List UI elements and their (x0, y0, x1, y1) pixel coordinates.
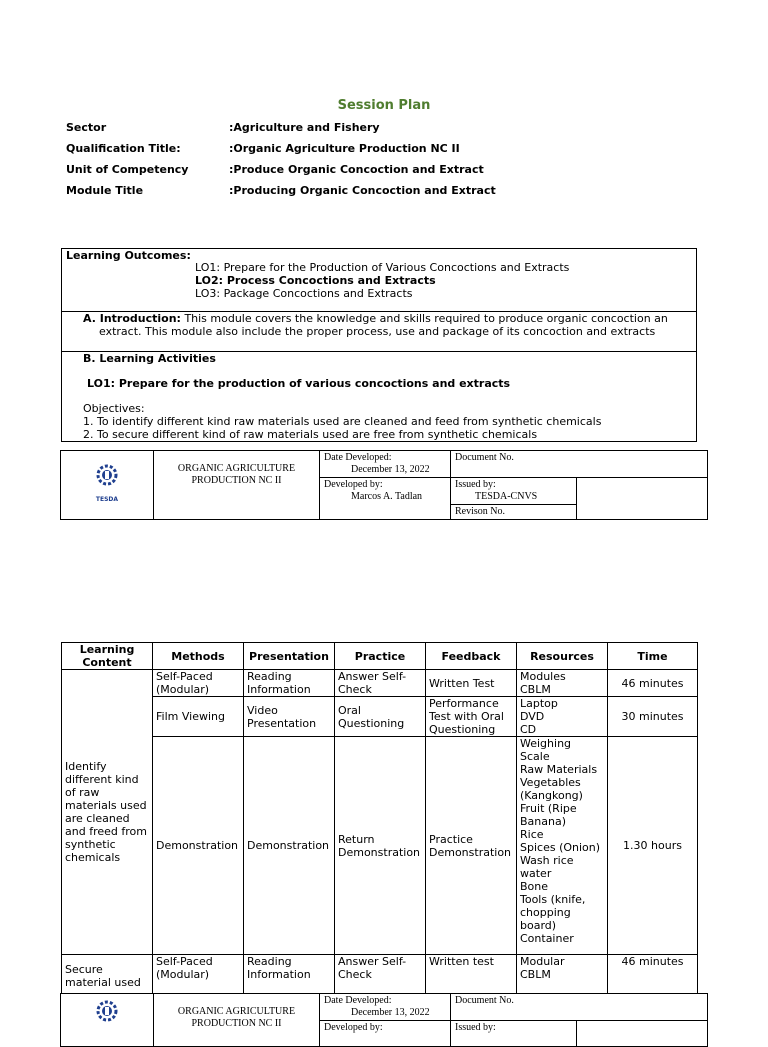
footer-date-label: Date Developed: (324, 452, 392, 463)
col-methods: Methods (153, 643, 244, 670)
time-cell: 46 minutes (608, 955, 698, 997)
time-cell: 46 minutes (608, 670, 698, 697)
resource-item: CBLM (520, 968, 551, 981)
objectives-label: Objectives: (83, 402, 145, 415)
col-practice: Practice (335, 643, 426, 670)
page-footer-2 (60, 993, 707, 1047)
learning-outcomes-box (61, 248, 697, 312)
footer-issued-value: TESDA-CNVS (475, 491, 538, 502)
unit-label: Unit of Competency (66, 163, 189, 176)
page-footer (60, 450, 707, 520)
outcome-lo1: LO1: Prepare for the Production of Various Concoctions and Extracts (195, 261, 570, 274)
module-value: :Producing Organic Concoction and Extract (229, 184, 496, 197)
tesda-logo-text: TESDA (95, 496, 119, 503)
presentation-cell: Reading Information (244, 955, 335, 997)
footer-issued-cell-2: Issued by: (451, 1021, 577, 1047)
objective-item-1: 1. To identify different kind raw materials used are cleaned and feed from synthetic chemicals (83, 415, 602, 428)
footer-qualification-line2: PRODUCTION NC II (191, 1018, 282, 1029)
presentation-cell: Reading Information (244, 670, 335, 697)
lo1-heading: LO1: Prepare for the production of various concoctions and extracts (87, 377, 511, 390)
time-cell: 1.30 hours (608, 737, 698, 955)
method-cell: Film Viewing (153, 697, 244, 737)
resource-item: Raw Materials (520, 763, 598, 776)
tesda-logo-2 (61, 994, 154, 1047)
learning-activities-box (61, 351, 697, 442)
resource-item: Laptop (520, 697, 558, 710)
introduction-box (61, 311, 697, 352)
practice-cell: Oral Questioning (335, 697, 426, 737)
resource-item: CD (520, 723, 537, 736)
resource-item: Modules (520, 670, 566, 683)
feedback-cell: Written test (426, 955, 517, 997)
module-label: Module Title (66, 184, 144, 197)
resource-item: Weighing Scale (520, 737, 572, 763)
table-row (62, 737, 698, 955)
introduction-text1: This module covers the knowledge and skills required to produce organic concoction an (184, 312, 668, 325)
footer-date-value: December 13, 2022 (351, 464, 430, 475)
outcome-lo2: LO2: Process Concoctions and Extracts (195, 274, 436, 287)
learning-outcomes-heading: Learning Outcomes: (66, 249, 191, 262)
learning-activities-heading: B. Learning Activities (83, 352, 216, 365)
practice-cell: Answer Self-Check (335, 670, 426, 697)
practice-cell: Return Demonstration (335, 737, 426, 955)
footer-blank-cell-2 (577, 1021, 708, 1047)
resources-cell (517, 955, 608, 997)
footer-date-cell (320, 451, 451, 478)
footer-developer-value: Marcos A. Tadlan (351, 491, 423, 502)
footer-issued-cell (451, 478, 577, 505)
resource-item: CBLM (520, 683, 551, 696)
footer-developer-cell-2: Developed by: (320, 1021, 451, 1047)
page-title: Session Plan (337, 98, 431, 113)
table-header-row (62, 643, 698, 670)
resource-item: Fruit (Ripe Banana) (520, 802, 577, 828)
table-row (62, 697, 698, 737)
feedback-cell: Practice Demonstration (426, 737, 517, 955)
footer-revision: Revison No. (451, 505, 577, 520)
sector-value: :Agriculture and Fishery (229, 121, 380, 134)
footer-blank-cell (577, 478, 708, 520)
introduction-line2: extract. This module also include the proper process, use and package of its concoction and extracts (99, 325, 656, 338)
time-cell: 30 minutes (608, 697, 698, 737)
footer-qualification (154, 451, 320, 520)
introduction-line1 (83, 312, 683, 325)
resource-item: Bone (520, 880, 549, 893)
sector-label: Sector (66, 121, 107, 134)
tesda-gear-icon (92, 464, 122, 490)
outcome-lo3: LO3: Package Concoctions and Extracts (195, 287, 413, 300)
qualification-value: :Organic Agriculture Production NC II (229, 142, 460, 155)
footer-docno: Document No. (451, 451, 708, 478)
footer-issued-label: Issued by: (455, 479, 496, 490)
col-resources: Resources (517, 643, 608, 670)
resources-cell (517, 737, 608, 955)
resource-item: Container (520, 932, 574, 945)
learning-content-cell: Secure material used (62, 955, 153, 997)
footer-qualification-2 (154, 994, 320, 1047)
tesda-logo (61, 451, 154, 520)
session-plan-table (61, 642, 698, 997)
footer-date-label: Date Developed: (324, 995, 392, 1006)
feedback-cell: Written Test (426, 670, 517, 697)
col-feedback: Feedback (426, 643, 517, 670)
presentation-cell: Video Presentation (244, 697, 335, 737)
objective-item-2: 2. To secure different kind of raw materials used are free from synthetic chemicals (83, 428, 538, 441)
presentation-cell: Demonstration (244, 737, 335, 955)
resource-item: Vegetables (Kangkong) (520, 776, 583, 802)
footer-date-value: December 13, 2022 (351, 1007, 430, 1018)
footer-qualification-line1: ORGANIC AGRICULTURE (177, 463, 296, 474)
method-cell: Demonstration (153, 737, 244, 955)
introduction-label: A. Introduction: (83, 312, 181, 325)
practice-cell: Answer Self-Check (335, 955, 426, 997)
method-cell: Self-Paced (Modular) (153, 955, 244, 997)
unit-value: :Produce Organic Concoction and Extract (229, 163, 484, 176)
footer-date-cell-2 (320, 994, 451, 1021)
resource-item: Spices (Onion) (520, 841, 601, 854)
resources-cell (517, 697, 608, 737)
resource-item: Wash rice water (520, 854, 574, 880)
method-cell: Self-Paced (Modular) (153, 670, 244, 697)
table-row (62, 955, 698, 997)
footer-developer-label: Developed by: (324, 479, 383, 490)
footer-docno-2: Document No. (451, 994, 708, 1021)
col-presentation: Presentation (244, 643, 335, 670)
col-time: Time (608, 643, 698, 670)
resources-cell (517, 670, 608, 697)
footer-qualification-line1: ORGANIC AGRICULTURE (177, 1006, 296, 1017)
feedback-cell: Performance Test with Oral Questioning (426, 697, 517, 737)
footer-developer-cell (320, 478, 451, 520)
table-row (62, 670, 698, 697)
col-learning-content: Learning Content (62, 643, 153, 670)
resource-item: Rice (520, 828, 544, 841)
tesda-gear-icon (92, 1000, 122, 1026)
qualification-label: Qualification Title: (66, 142, 181, 155)
footer-qualification-line2: PRODUCTION NC II (191, 475, 282, 486)
resource-item: DVD (520, 710, 545, 723)
learning-content-cell: Identify different kind of raw materials used are cleaned and freed from synthetic chemicals (62, 670, 153, 955)
resource-item: Tools (knife, chopping board) (520, 893, 586, 932)
resource-item: Modular (520, 955, 565, 968)
